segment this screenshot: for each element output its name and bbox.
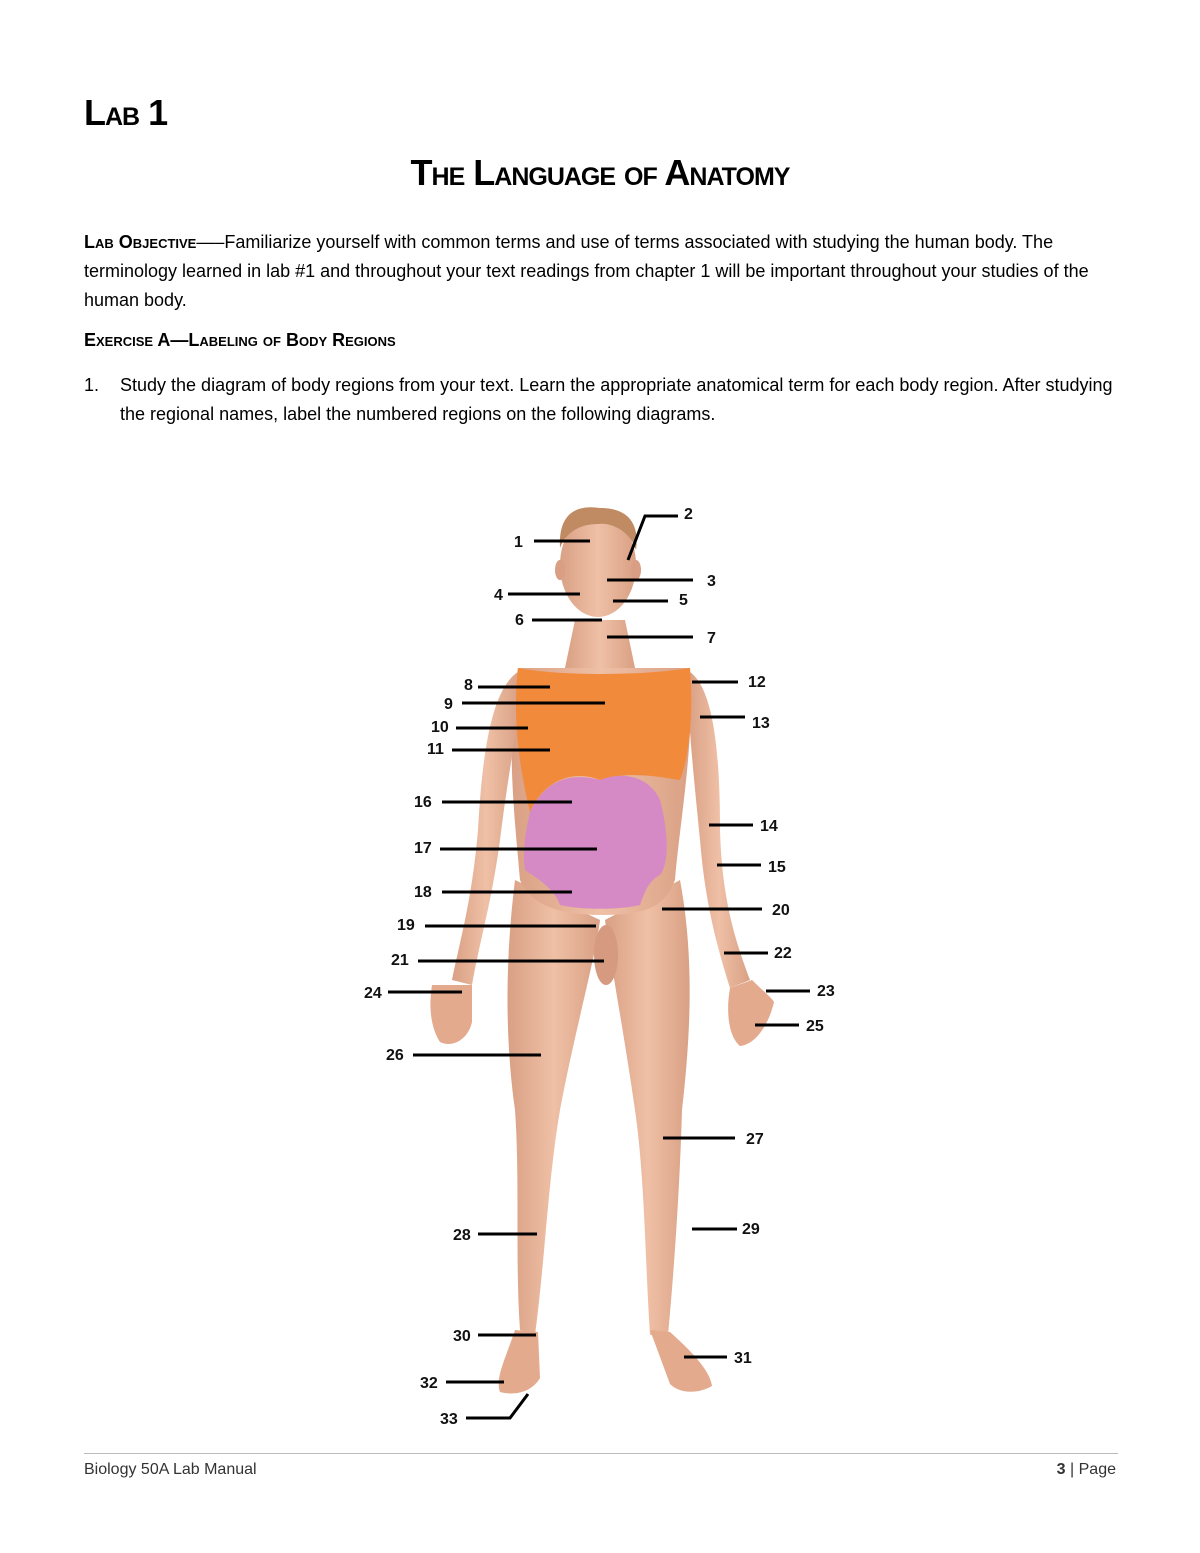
region-label-25: 25 [806,1018,824,1035]
region-label-31: 31 [734,1350,752,1367]
region-label-4: 4 [494,587,503,604]
region-label-1: 1 [514,534,523,551]
objective-dash: —– [196,232,225,252]
region-label-6: 6 [515,612,524,629]
region-label-30: 30 [453,1328,471,1345]
objective-label: Lab Objective [84,232,197,252]
footer-page-number [1057,1461,1116,1479]
region-label-29: 29 [742,1221,760,1238]
footer-divider [84,1453,1118,1454]
region-label-20: 20 [772,902,790,919]
region-label-16: 16 [414,794,432,811]
region-label-3: 3 [707,573,716,590]
document-title: The Language of Anatomy [410,152,790,193]
region-label-17: 17 [414,840,432,857]
page-word: Page [1078,1461,1116,1478]
objective-text: Familiarize yourself with common terms and use of terms associated with studying the human body. The terminology learned in lab #1 and throughout your text readings from chapter 1 will be important throughout your studies of the human body. [84,232,1089,310]
region-label-13: 13 [752,715,770,732]
region-label-15: 15 [768,859,786,876]
footer-manual-title: Biology 50A Lab Manual [84,1461,257,1478]
leader-line-2 [628,516,678,560]
human-body-figure [430,507,774,1393]
region-label-5: 5 [679,592,688,609]
region-label-28: 28 [453,1227,471,1244]
region-label-32: 32 [420,1375,438,1392]
region-label-12: 12 [748,674,766,691]
region-label-23: 23 [817,983,835,1000]
lab-title: Lab 1 [84,92,168,133]
region-label-8: 8 [464,677,473,694]
step-number: 1. [84,375,100,395]
region-label-21: 21 [391,952,409,969]
region-label-19: 19 [397,917,415,934]
region-label-14: 14 [760,818,778,835]
region-label-26: 26 [386,1047,404,1064]
exercise-title: Exercise A—Labeling of Body Regions [84,330,396,350]
region-label-10: 10 [431,719,449,736]
region-label-24: 24 [364,985,382,1002]
region-label-9: 9 [444,696,453,713]
region-label-11: 11 [427,741,444,758]
step-text: Study the diagram of body regions from your text. Learn the appropriate anatomical term for each body region. After studying the regional names, label the numbered regions on the following diagrams. [120,375,1113,424]
page-number: 3 [1056,1461,1066,1478]
region-label-27: 27 [746,1131,764,1148]
region-label-18: 18 [414,884,432,901]
page-separator: | [1070,1461,1075,1478]
region-label-22: 22 [774,945,792,962]
region-label-33: 33 [440,1411,458,1428]
leader-line-33 [466,1394,528,1418]
region-label-7: 7 [707,630,716,647]
region-label-2: 2 [684,506,693,523]
